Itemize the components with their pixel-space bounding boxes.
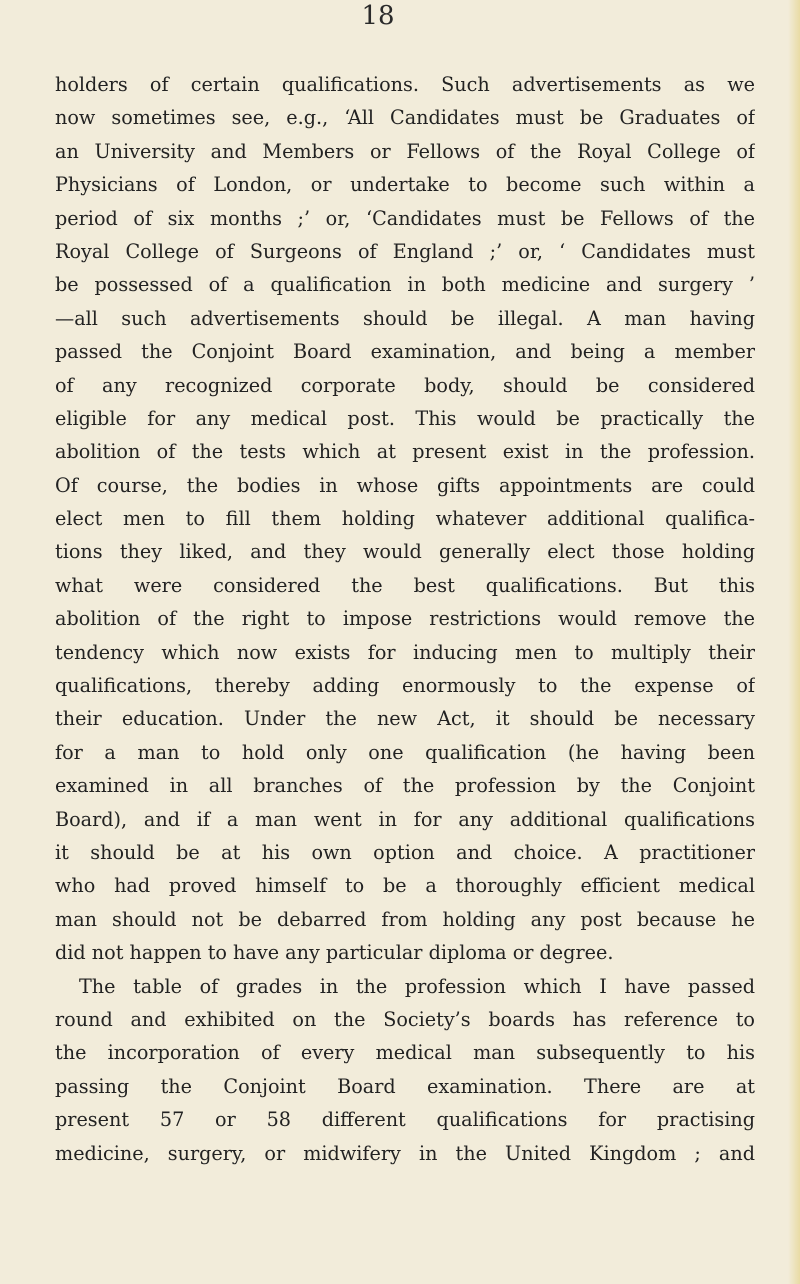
text-line: Of course, the bodies in whose gifts appointments are could [55, 473, 755, 497]
text-line: The table of grades in the profession which I have passed [79, 974, 755, 998]
text-line: round and exhibited on the Society’s boards has reference to [55, 1007, 755, 1031]
text-line: of any recognized corporate body, should be considered [55, 373, 755, 397]
text-line: tendency which now exists for inducing men to multiply their [55, 640, 755, 664]
text-line: Royal College of Surgeons of England ;’ or, ‘ Candidates must [55, 239, 755, 263]
text-line: —all such advertisements should be illegal. A man having [55, 306, 755, 330]
text-line: did not happen to have any particular diploma or degree. [55, 941, 614, 965]
text-line: elect men to fill them holding whatever additional qualifica- [55, 507, 755, 531]
text-line: what were considered the best qualifications. But this [55, 573, 755, 597]
text-line: Physicians of London, or undertake to become such within a [55, 173, 755, 197]
text-line: abolition of the right to impose restrictions would remove the [55, 607, 755, 631]
text-line: present 57 or 58 different qualifications for practising [55, 1108, 755, 1132]
body-text [55, 68, 755, 1170]
text-line: holders of certain qualifications. Such advertisements as we [55, 73, 755, 96]
text-line: examined in all branches of the profession by the Conjoint [55, 774, 755, 798]
text-line: medicine, surgery, or midwifery in the United Kingdom ; and [55, 1141, 755, 1165]
text-line: Board), and if a man went in for any additional qualifications [55, 807, 755, 831]
text-line: qualifications, thereby adding enormously to the expense of [55, 674, 755, 698]
text-line: abolition of the tests which at present exist in the profession. [55, 440, 755, 464]
text-line: period of six months ;’ or, ‘Candidates must be Fellows of the [55, 206, 755, 230]
text-line: their education. Under the new Act, it should be necessary [55, 707, 755, 731]
text-line: now sometimes see, e.g., ‘All Candidates must be Graduates of [55, 106, 755, 130]
text-line: an University and Members or Fellows of the Royal College of [55, 139, 755, 163]
text-line: who had proved himself to be a thoroughly efficient medical [55, 874, 755, 898]
text-line: passed the Conjoint Board examination, and being a member [55, 340, 755, 364]
text-line: be possessed of a qualification in both medicine and surgery ’ [55, 273, 755, 297]
text-line: eligible for any medical post. This would be practically the [55, 406, 755, 430]
text-line: passing the Conjoint Board examination. There are at [55, 1074, 755, 1098]
page-number: 18 [361, 1, 395, 31]
text-line: it should be at his own option and choice. A practitioner [55, 840, 755, 864]
text-line: for a man to hold only one qualification (he having been [55, 740, 755, 764]
text-line: the incorporation of every medical man subsequently to his [55, 1041, 755, 1065]
page-edge-tint [788, 0, 800, 1284]
text-line: man should not be debarred from holding any post because he [55, 907, 755, 931]
text-line: tions they liked, and they would generally elect those holding [55, 540, 755, 564]
